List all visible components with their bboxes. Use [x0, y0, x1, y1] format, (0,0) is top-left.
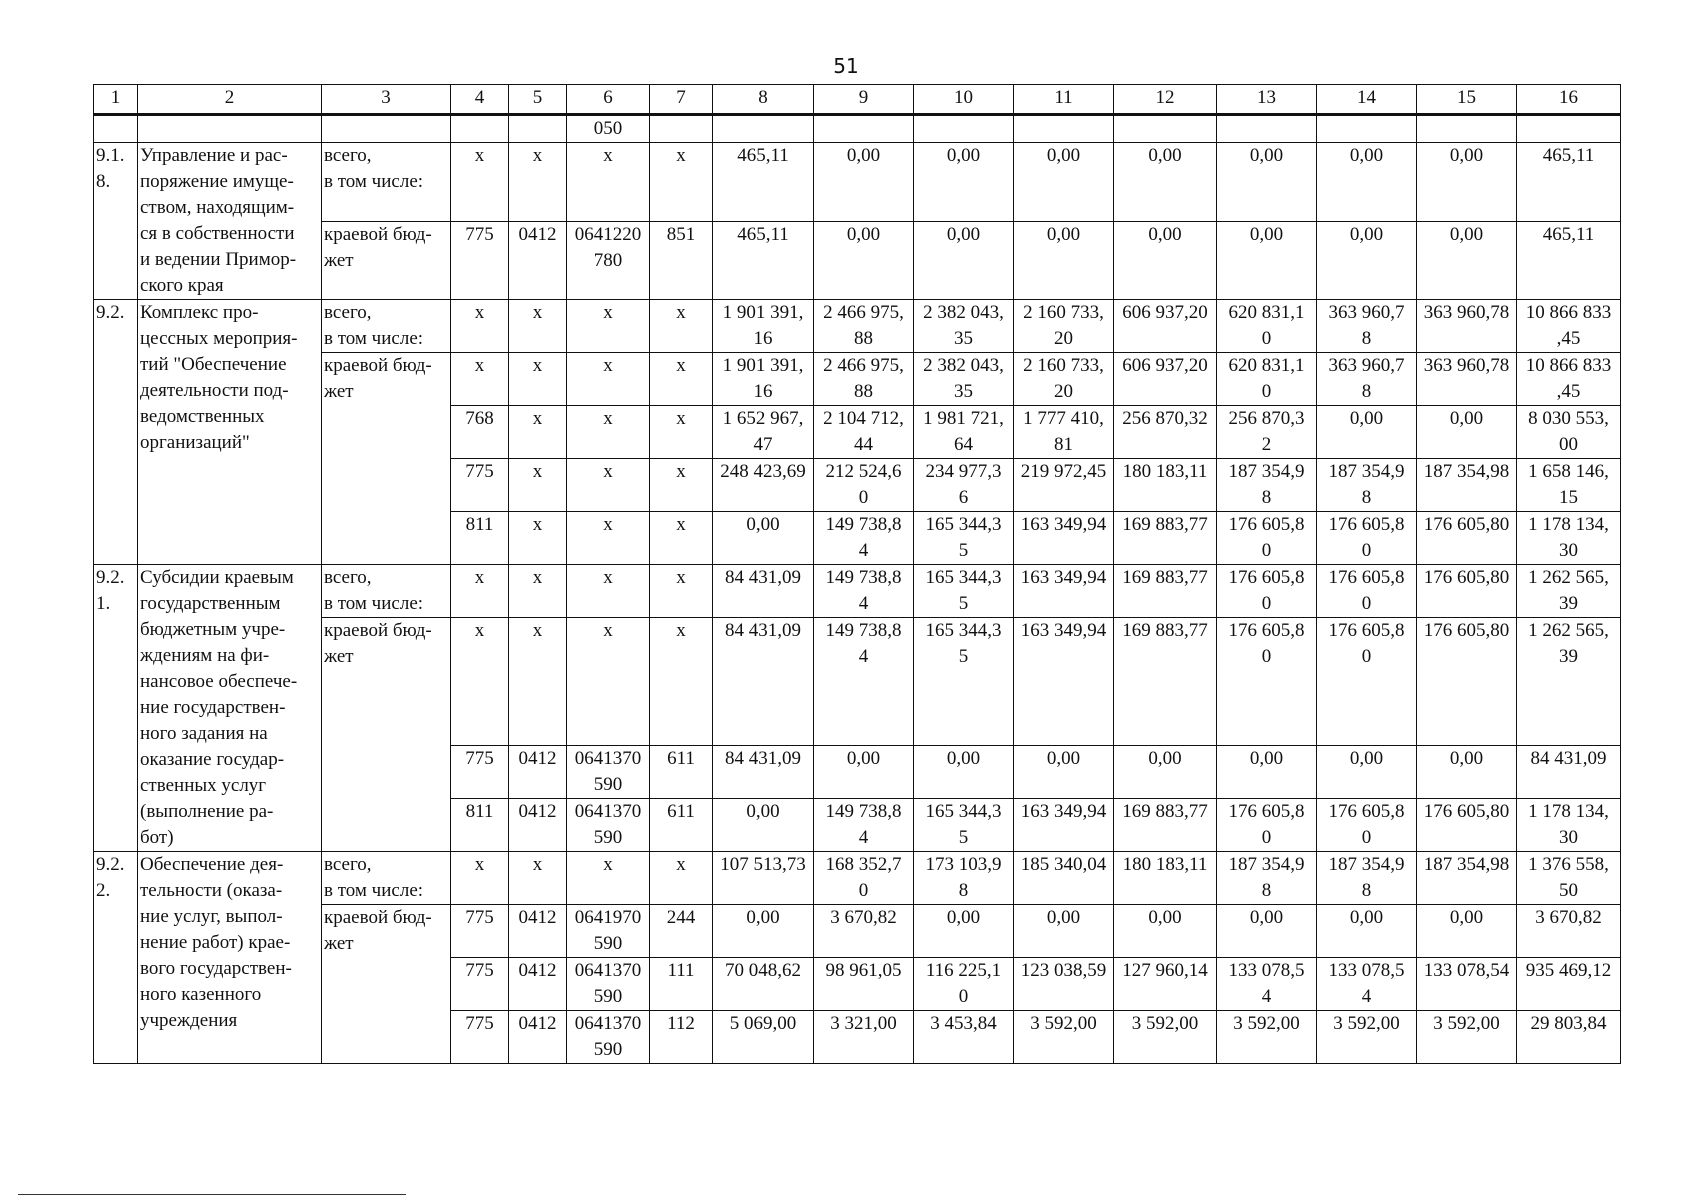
- amount-cell: 84 431,09: [713, 746, 814, 799]
- amount-cell: 123 038,59: [1014, 958, 1114, 1011]
- amount-cell: 1 178 134, 30: [1517, 512, 1621, 565]
- expense-type-code: 111: [650, 958, 713, 1011]
- table-cell: [1317, 115, 1417, 143]
- section-code: x: [509, 852, 567, 905]
- amount-cell: 84 431,09: [713, 618, 814, 746]
- amount-cell: 212 524,6 0: [814, 459, 914, 512]
- amount-cell: 0,00: [914, 905, 1014, 958]
- amount-cell: 3 592,00: [1014, 1011, 1114, 1064]
- admin-code: 811: [451, 799, 509, 852]
- expense-type-code: x: [650, 512, 713, 565]
- amount-cell: 1 981 721, 64: [914, 406, 1014, 459]
- admin-code: x: [451, 565, 509, 618]
- item-number: 9.1. 8.: [94, 143, 138, 300]
- amount-cell: 620 831,1 0: [1217, 353, 1317, 406]
- amount-cell: 149 738,8 4: [814, 512, 914, 565]
- amount-cell: 98 961,05: [814, 958, 914, 1011]
- amount-cell: 70 048,62: [713, 958, 814, 1011]
- section-code: x: [509, 143, 567, 222]
- amount-cell: 163 349,94: [1014, 799, 1114, 852]
- target-code: x: [567, 143, 650, 222]
- section-code: x: [509, 565, 567, 618]
- amount-cell: 1 178 134, 30: [1517, 799, 1621, 852]
- amount-cell: 0,00: [1217, 905, 1317, 958]
- amount-cell: 3 592,00: [1114, 1011, 1217, 1064]
- expense-type-code: x: [650, 353, 713, 406]
- table-cell: [1517, 115, 1621, 143]
- amount-cell: 363 960,7 8: [1317, 300, 1417, 353]
- expense-type-code: x: [650, 300, 713, 353]
- item-number: 9.2.: [94, 300, 138, 565]
- table-cell: [1217, 115, 1317, 143]
- amount-cell: 116 225,1 0: [914, 958, 1014, 1011]
- amount-cell: 176 605,8 0: [1217, 512, 1317, 565]
- amount-cell: 0,00: [814, 746, 914, 799]
- column-number: 3: [322, 85, 451, 115]
- amount-cell: 0,00: [1217, 221, 1317, 300]
- amount-cell: 176 605,80: [1417, 565, 1517, 618]
- amount-cell: 176 605,80: [1417, 618, 1517, 746]
- amount-cell: 165 344,3 5: [914, 618, 1014, 746]
- amount-cell: 1 262 565, 39: [1517, 565, 1621, 618]
- section-code: 0412: [509, 221, 567, 300]
- amount-cell: 248 423,69: [713, 459, 814, 512]
- admin-code: 775: [451, 746, 509, 799]
- amount-cell: 165 344,3 5: [914, 512, 1014, 565]
- amount-cell: 84 431,09: [713, 565, 814, 618]
- column-number: 6: [567, 85, 650, 115]
- amount-cell: 149 738,8 4: [814, 618, 914, 746]
- admin-code: 775: [451, 958, 509, 1011]
- amount-cell: 1 262 565, 39: [1517, 618, 1621, 746]
- amount-cell: 465,11: [713, 143, 814, 222]
- amount-cell: 1 376 558, 50: [1517, 852, 1621, 905]
- amount-cell: 935 469,12: [1517, 958, 1621, 1011]
- section-code: x: [509, 459, 567, 512]
- section-code: x: [509, 300, 567, 353]
- amount-cell: 219 972,45: [1014, 459, 1114, 512]
- funding-source: краевой бюд- жет: [322, 353, 451, 565]
- table-cell: [1114, 115, 1217, 143]
- item-name: Комплекс про- цессных мероприя- тий "Обеспечение деятельности под- ведомственных организаций": [138, 300, 322, 565]
- amount-cell: 133 078,5 4: [1217, 958, 1317, 1011]
- expense-type-code: 851: [650, 221, 713, 300]
- expense-type-code: 611: [650, 746, 713, 799]
- amount-cell: 29 803,84: [1517, 1011, 1621, 1064]
- funding-source: краевой бюд- жет: [322, 905, 451, 1064]
- amount-cell: 3 592,00: [1217, 1011, 1317, 1064]
- amount-cell: 163 349,94: [1014, 618, 1114, 746]
- table-cell: [451, 115, 509, 143]
- amount-cell: 10 866 833 ,45: [1517, 300, 1621, 353]
- amount-cell: 465,11: [1517, 221, 1621, 300]
- target-code: 0641370 590: [567, 746, 650, 799]
- amount-cell: 0,00: [914, 143, 1014, 222]
- amount-cell: 169 883,77: [1114, 618, 1217, 746]
- target-code: x: [567, 459, 650, 512]
- section-code: x: [509, 618, 567, 746]
- column-number: 1: [94, 85, 138, 115]
- admin-code: 811: [451, 512, 509, 565]
- amount-cell: 363 960,7 8: [1317, 353, 1417, 406]
- amount-cell: 0,00: [1014, 143, 1114, 222]
- amount-cell: 0,00: [1317, 746, 1417, 799]
- amount-cell: 163 349,94: [1014, 512, 1114, 565]
- amount-cell: 163 349,94: [1014, 565, 1114, 618]
- target-code: x: [567, 565, 650, 618]
- amount-cell: 173 103,9 8: [914, 852, 1014, 905]
- amount-cell: 0,00: [1317, 221, 1417, 300]
- amount-cell: 3 321,00: [814, 1011, 914, 1064]
- amount-cell: 363 960,78: [1417, 300, 1517, 353]
- amount-cell: 0,00: [1114, 221, 1217, 300]
- section-code: x: [509, 353, 567, 406]
- expense-type-code: 611: [650, 799, 713, 852]
- expense-type-code: x: [650, 852, 713, 905]
- section-code: x: [509, 406, 567, 459]
- amount-cell: 0,00: [1317, 406, 1417, 459]
- amount-cell: 0,00: [1317, 143, 1417, 222]
- amount-cell: 176 605,80: [1417, 799, 1517, 852]
- amount-cell: 0,00: [914, 221, 1014, 300]
- target-code: x: [567, 406, 650, 459]
- amount-cell: 0,00: [713, 905, 814, 958]
- amount-cell: 149 738,8 4: [814, 565, 914, 618]
- amount-cell: 256 870,32: [1114, 406, 1217, 459]
- continuation-row: [94, 115, 1621, 143]
- amount-cell: 2 160 733, 20: [1014, 300, 1114, 353]
- amount-cell: 2 466 975, 88: [814, 353, 914, 406]
- column-number: 2: [138, 85, 322, 115]
- amount-cell: 84 431,09: [1517, 746, 1621, 799]
- amount-cell: 256 870,3 2: [1217, 406, 1317, 459]
- admin-code: x: [451, 618, 509, 746]
- amount-cell: 2 382 043, 35: [914, 300, 1014, 353]
- amount-cell: 0,00: [1014, 221, 1114, 300]
- table-row: [94, 353, 1621, 406]
- amount-cell: 168 352,7 0: [814, 852, 914, 905]
- table-row: [94, 618, 1621, 746]
- footnote-rule: [18, 1194, 406, 1195]
- amount-cell: 3 670,82: [1517, 905, 1621, 958]
- admin-code: x: [451, 852, 509, 905]
- admin-code: 775: [451, 1011, 509, 1064]
- expense-type-code: x: [650, 406, 713, 459]
- amount-cell: 0,00: [1417, 905, 1517, 958]
- amount-cell: 0,00: [1114, 746, 1217, 799]
- funding-source: всего, в том числе:: [322, 143, 451, 222]
- amount-cell: 620 831,1 0: [1217, 300, 1317, 353]
- section-code: 0412: [509, 1011, 567, 1064]
- amount-cell: 3 592,00: [1417, 1011, 1517, 1064]
- amount-cell: 0,00: [1217, 143, 1317, 222]
- item-name: Субсидии краевым государственным бюджетным учре- ждениям на фи- нансовое обеспече- ние государствен- ного задания на оказание государ- ственных услуг (выполнение ра- бот): [138, 565, 322, 852]
- table-row: [94, 565, 1621, 618]
- expense-type-code: x: [650, 618, 713, 746]
- amount-cell: 176 605,8 0: [1217, 565, 1317, 618]
- amount-cell: 606 937,20: [1114, 300, 1217, 353]
- amount-cell: 0,00: [1217, 746, 1317, 799]
- amount-cell: 169 883,77: [1114, 799, 1217, 852]
- table-row: [94, 905, 1621, 958]
- target-code: 0641370 590: [567, 799, 650, 852]
- amount-cell: 187 354,98: [1417, 459, 1517, 512]
- item-number: 9.2. 1.: [94, 565, 138, 852]
- table-row: [94, 852, 1621, 905]
- amount-cell: 176 605,8 0: [1317, 799, 1417, 852]
- amount-cell: 1 658 146, 15: [1517, 459, 1621, 512]
- amount-cell: 0,00: [1014, 905, 1114, 958]
- target-code: x: [567, 353, 650, 406]
- amount-cell: 0,00: [713, 799, 814, 852]
- table-cell: [914, 115, 1014, 143]
- column-number: 15: [1417, 85, 1517, 115]
- amount-cell: 3 453,84: [914, 1011, 1014, 1064]
- table-cell: [322, 115, 451, 143]
- column-number: 8: [713, 85, 814, 115]
- amount-cell: 185 340,04: [1014, 852, 1114, 905]
- amount-cell: 3 670,82: [814, 905, 914, 958]
- column-number: 13: [1217, 85, 1317, 115]
- column-number: 11: [1014, 85, 1114, 115]
- amount-cell: 176 605,8 0: [1317, 618, 1417, 746]
- table-cell: 050: [567, 115, 650, 143]
- amount-cell: 187 354,98: [1417, 852, 1517, 905]
- table-row: [94, 221, 1621, 300]
- amount-cell: 133 078,54: [1417, 958, 1517, 1011]
- funding-source: краевой бюд- жет: [322, 618, 451, 852]
- amount-cell: 10 866 833 ,45: [1517, 353, 1621, 406]
- amount-cell: 0,00: [814, 143, 914, 222]
- column-number: 9: [814, 85, 914, 115]
- admin-code: x: [451, 353, 509, 406]
- amount-cell: 0,00: [1114, 905, 1217, 958]
- column-number: 14: [1317, 85, 1417, 115]
- amount-cell: 2 104 712, 44: [814, 406, 914, 459]
- target-code: x: [567, 512, 650, 565]
- amount-cell: 176 605,8 0: [1317, 512, 1417, 565]
- amount-cell: 0,00: [1417, 746, 1517, 799]
- amount-cell: 187 354,9 8: [1217, 852, 1317, 905]
- admin-code: 775: [451, 905, 509, 958]
- target-code: 0641970 590: [567, 905, 650, 958]
- amount-cell: 176 605,80: [1417, 512, 1517, 565]
- target-code: 0641370 590: [567, 1011, 650, 1064]
- amount-cell: 0,00: [1417, 221, 1517, 300]
- amount-cell: 187 354,9 8: [1317, 852, 1417, 905]
- section-code: x: [509, 512, 567, 565]
- amount-cell: 107 513,73: [713, 852, 814, 905]
- admin-code: 768: [451, 406, 509, 459]
- target-code: x: [567, 618, 650, 746]
- amount-cell: 127 960,14: [1114, 958, 1217, 1011]
- column-number: 7: [650, 85, 713, 115]
- table-row: [94, 143, 1621, 222]
- amount-cell: 169 883,77: [1114, 512, 1217, 565]
- admin-code: 775: [451, 459, 509, 512]
- target-code: x: [567, 852, 650, 905]
- table-cell: [509, 115, 567, 143]
- expense-type-code: x: [650, 565, 713, 618]
- expense-type-code: x: [650, 143, 713, 222]
- amount-cell: 0,00: [1114, 143, 1217, 222]
- column-numbers-row: [94, 85, 1621, 115]
- item-name: Управление и рас- поряжение имуще- ством, находящим- ся в собственности и ведении Примор- ского края: [138, 143, 322, 300]
- column-number: 4: [451, 85, 509, 115]
- page-number: 51: [833, 54, 859, 78]
- amount-cell: 0,00: [814, 221, 914, 300]
- amount-cell: 1 901 391, 16: [713, 300, 814, 353]
- amount-cell: 2 160 733, 20: [1014, 353, 1114, 406]
- admin-code: 775: [451, 221, 509, 300]
- amount-cell: 1 652 967, 47: [713, 406, 814, 459]
- amount-cell: 5 069,00: [713, 1011, 814, 1064]
- expense-type-code: 244: [650, 905, 713, 958]
- amount-cell: 149 738,8 4: [814, 799, 914, 852]
- admin-code: x: [451, 300, 509, 353]
- table-row: [94, 300, 1621, 353]
- amount-cell: 0,00: [1417, 406, 1517, 459]
- table-cell: [138, 115, 322, 143]
- table-cell: [713, 115, 814, 143]
- amount-cell: 176 605,8 0: [1217, 618, 1317, 746]
- amount-cell: 176 605,8 0: [1217, 799, 1317, 852]
- table-cell: [94, 115, 138, 143]
- amount-cell: 0,00: [1014, 746, 1114, 799]
- funding-source: краевой бюд- жет: [322, 221, 451, 300]
- amount-cell: 8 030 553, 00: [1517, 406, 1621, 459]
- amount-cell: 165 344,3 5: [914, 799, 1014, 852]
- column-number: 16: [1517, 85, 1621, 115]
- amount-cell: 0,00: [713, 512, 814, 565]
- item-name: Обеспечение дея- тельности (оказа- ние услуг, выпол- нение работ) крае- вого государствен- ного казенного учреждения: [138, 852, 322, 1064]
- target-code: 0641370 590: [567, 958, 650, 1011]
- amount-cell: 176 605,8 0: [1317, 565, 1417, 618]
- amount-cell: 180 183,11: [1114, 459, 1217, 512]
- expense-type-code: x: [650, 459, 713, 512]
- amount-cell: 1 901 391, 16: [713, 353, 814, 406]
- amount-cell: 606 937,20: [1114, 353, 1217, 406]
- amount-cell: 0,00: [1417, 143, 1517, 222]
- amount-cell: 1 777 410, 81: [1014, 406, 1114, 459]
- section-code: 0412: [509, 799, 567, 852]
- table-cell: [814, 115, 914, 143]
- column-number: 12: [1114, 85, 1217, 115]
- table-cell: [1014, 115, 1114, 143]
- amount-cell: 187 354,9 8: [1317, 459, 1417, 512]
- funding-source: всего, в том числе:: [322, 300, 451, 353]
- amount-cell: 180 183,11: [1114, 852, 1217, 905]
- amount-cell: 0,00: [914, 746, 1014, 799]
- amount-cell: 2 382 043, 35: [914, 353, 1014, 406]
- amount-cell: 187 354,9 8: [1217, 459, 1317, 512]
- admin-code: x: [451, 143, 509, 222]
- target-code: x: [567, 300, 650, 353]
- funding-source: всего, в том числе:: [322, 852, 451, 905]
- expense-type-code: 112: [650, 1011, 713, 1064]
- amount-cell: 0,00: [1317, 905, 1417, 958]
- amount-cell: 133 078,5 4: [1317, 958, 1417, 1011]
- section-code: 0412: [509, 905, 567, 958]
- column-number: 5: [509, 85, 567, 115]
- item-number: 9.2. 2.: [94, 852, 138, 1064]
- table-cell: [650, 115, 713, 143]
- section-code: 0412: [509, 746, 567, 799]
- amount-cell: 165 344,3 5: [914, 565, 1014, 618]
- amount-cell: 3 592,00: [1317, 1011, 1417, 1064]
- budget-table: [93, 84, 1621, 1064]
- section-code: 0412: [509, 958, 567, 1011]
- target-code: 0641220 780: [567, 221, 650, 300]
- column-number: 10: [914, 85, 1014, 115]
- amount-cell: 169 883,77: [1114, 565, 1217, 618]
- amount-cell: 465,11: [713, 221, 814, 300]
- funding-source: всего, в том числе:: [322, 565, 451, 618]
- amount-cell: 363 960,78: [1417, 353, 1517, 406]
- amount-cell: 234 977,3 6: [914, 459, 1014, 512]
- amount-cell: 465,11: [1517, 143, 1621, 222]
- amount-cell: 2 466 975, 88: [814, 300, 914, 353]
- table-cell: [1417, 115, 1517, 143]
